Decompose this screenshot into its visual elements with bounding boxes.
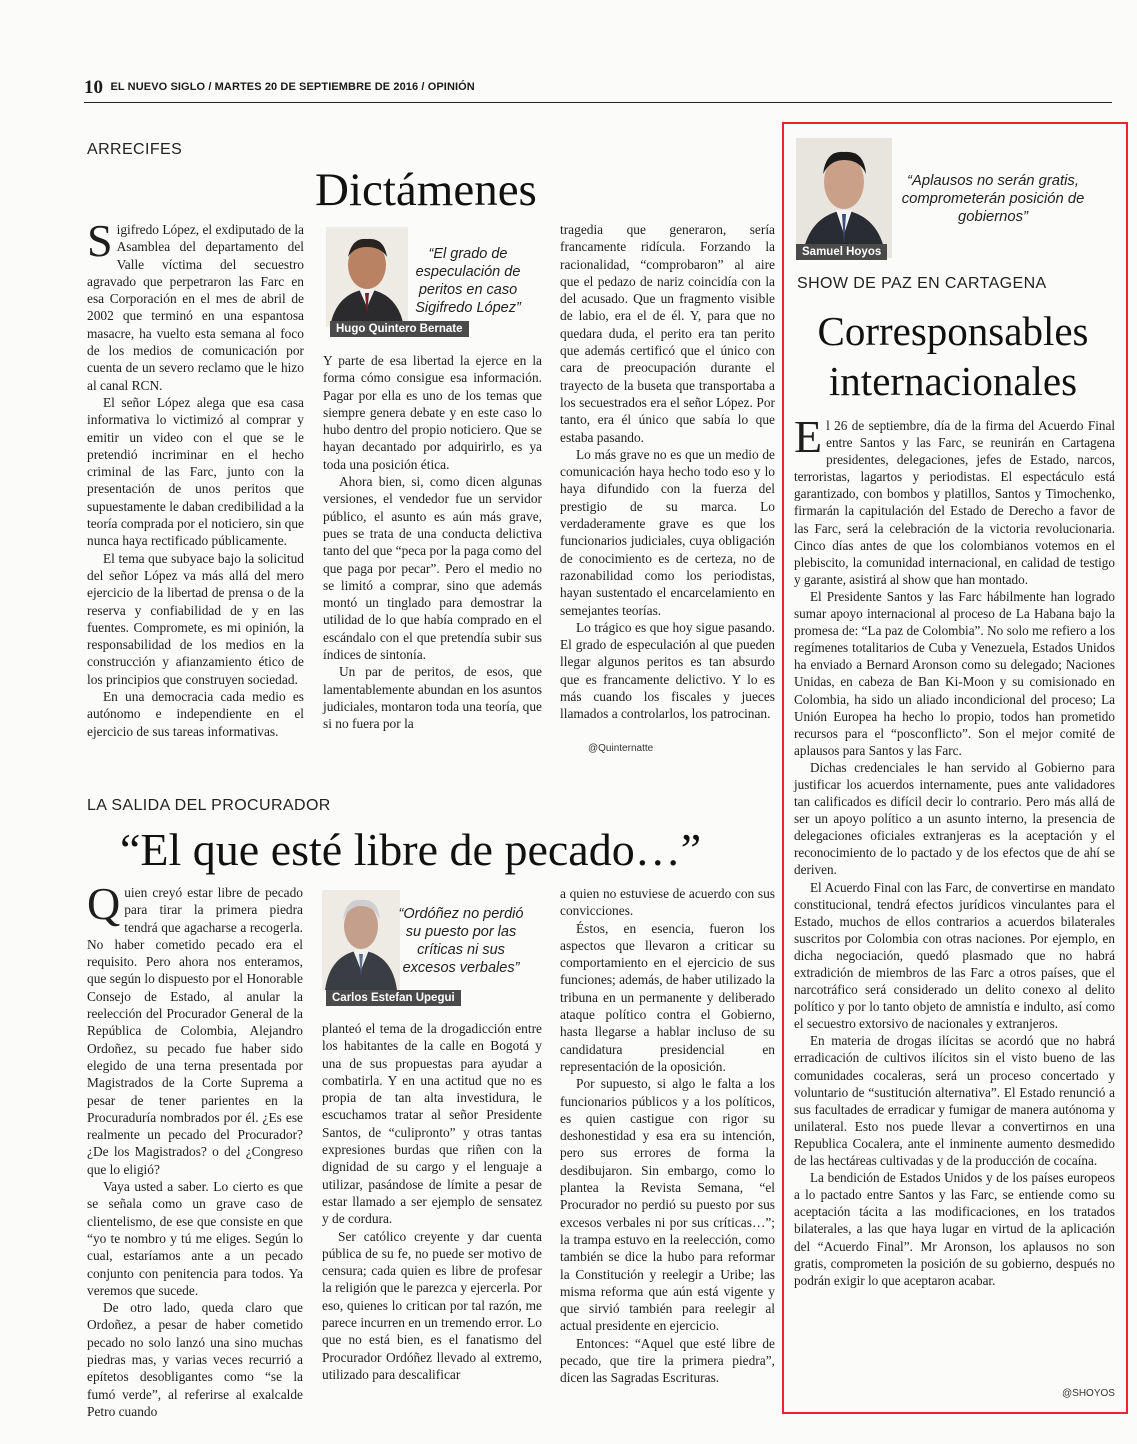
drop-cap: E	[794, 411, 823, 462]
headline-dictamenes: Dictámenes	[315, 164, 537, 216]
folio-line: EL NUEVO SIGLO / MARTES 20 DE SEPTIEMBRE DE 2016 / OPINIÓN	[110, 81, 475, 93]
pull-quote-hugo: “El grado de especulación de peritos en caso Sigifredo López”	[415, 246, 521, 316]
kicker-procurador: LA SALIDA DEL PROCURADOR	[87, 797, 331, 814]
article2-column-3	[560, 885, 775, 1387]
paragraph: Ser católico creyente y dar cuenta pública de su fe, no puede ser motivo de censura; cada quien es libre de profesar la religión que le parezca y ejercerla. Por eso, quienes lo critican por tal razón, me parece incurren en un tremendo error. Lo que no está bien, es el fanatismo del Procurador Ordóñez llevado al extremo, utilizado para descalificar	[322, 1228, 542, 1382]
kicker-show-de-paz: SHOW DE PAZ EN CARTAGENA	[797, 275, 1047, 292]
article1-column-2	[323, 352, 542, 733]
pull-quote-carlos: “Ordóñez no perdió su puesto por las críticas ni sus excesos verbales”	[398, 906, 524, 976]
drop-cap: Q	[87, 878, 121, 929]
paragraph: Ahora bien, si, como dicen algunas versiones, el vendedor fue un servidor público, el asunto es aún más grave, pues se trata de una conducta delictiva tanto del que “peca por la paga como del que paga por pecar”. Pero el medio no se limitó a comprar, sino que además montó un tinglado para demostrar la utilidad de lo que había comprado en el escándalo con el que pretendía subir sus índices de sintonía.	[323, 474, 542, 663]
paragraph: Quien creyó estar libre de pecado para tirar la primera piedra tendrá que agacharse a recogerla. No haber cometido pecado era el requisito. Pero ahora nos enteramos, que según lo dispuesto por el Honorable Consejo de Estado, al anular la reelección del Procurador General de la República de Colombia, Alejandro Ordoñez, su pecado fue haber sido elegido de una terna presentada por Magistrados de la Corte Suprema a pesar de tener parientes en la Procuraduría nombrados por él. ¿Es ese realmente un pecado del Procurador? ¿De los Magistrados? o del ¿Congreso que lo eligió?	[87, 878, 303, 1177]
pull-quote-samuel: “Aplausos no serán gratis, comprometerán posición de gobiernos”	[901, 173, 1085, 225]
headline-corresponsables: Corresponsables internacionales	[817, 308, 1089, 404]
paragraph: El tema que subyace bajo la solicitud del señor López va más allá del mero ejercicio de la libertad de prensa o de la reserva y confiabilidad de y en las fuentes. Compromete, es mi opinión, la responsabilidad de los medios en la construcción y afianzamiento ético de los principios que construyen sociedad.	[87, 550, 304, 687]
paragraph: Sigifredo López, el exdiputado de la Asamblea del departamento del Valle víctima del secuestro agravado que perpetraron las Farc en esa Corporación en el mes de abril de 2002 que terminó en una espantosa masacre, ha vuelto esta semana al foco de los medios de comunicación por cuenta de un severo reclamo que le hizo al canal RCN.	[87, 215, 304, 393]
paragraph: planteó el tema de la drogadicción entre los habitantes de la calle en Bogotá y una de sus propuestas para ayudar a combatirla. Y en una actitud que no es propia de tan alta investidura, le escuchamos tratar al señor Presidente Santos, de “culipronto” y otras tantas expresiones burdas que riñen con la dignidad de su cargo y el lenguaje a utilizar, pasándose de límite a pesar de estar llamado a ser ejemplo de sensatez y de cordura.	[322, 1021, 542, 1227]
article3-body	[794, 411, 1115, 1289]
paragraph: En materia de drogas ilícitas se acordó que no habrá erradicación de cultivos ilícitos sin el visto bueno de las comunidades cocaleras, será un proceso concertado y voluntario de “sustitución alternativa”. El Estado renunció a sus facultades de erradicar y fumigar de manera autónoma y unilateral. Esto nos puede llevar a convertirnos en una Republica Cocalera, ante el inminente aumento desmedido de las hectáreas cultivadas y de la producción de cocaína.	[794, 1033, 1115, 1169]
paragraph: Por supuesto, si algo le falta a los funcionarios públicos y a los políticos, es quien castigue con rigor su deshonestidad y esa era su intención, pero sus errores de forma la desdibujaron. Sin embargo, como lo plantea la Revista Semana, “el Procurador no perdió su puesto por sus excesos verbales ni por sus críticas…”; la trampa estuvo en la reelección, como también se dice la hubo para reformar la Constitución y reelegir a Uribe; las misma reforma que aún está vigente y que sirvió también para reelegir al actual presidente en ejercicio.	[560, 1076, 775, 1334]
article1-column-1	[87, 215, 304, 740]
paragraph: Un par de peritos, de esos, que lamentablemente abundan en los asuntos judiciales, montaron toda una teoría, que si no fuera por la	[323, 664, 542, 732]
paragraph: tragedia que generaron, sería francamente ridícula. Forzando la racionalidad, “comprobaron” al aire que el pedazo de nariz coincidía con la del acusado. Que un fragmento visible de labio, era el de él. Y, para que no quedara duda, el perito era tan perito que además certificó que el único con cara de preocupación durante el trayecto de la buseta que transportaba a los secuestrados era el señor López. Por tanto, era él único que sabía lo que estaba pasando.	[560, 222, 775, 445]
paragraph: Lo más grave no es que un medio de comunicación haya hecho todo eso y lo haya difundido con la fuerza del prestigio de su marca. Lo verdaderamente grave es que los funcionarios judiciales, cuya obligación de conocimiento es de certeza, no de razonabilidad como los periodistas, hayan sustentado el encarcelamiento en semejantes teorías.	[560, 446, 775, 618]
paragraph: El señor López alega que esa casa informativa lo victimizó al comprar y emitir un video con el que se le pretendió incriminar en el hecho criminal de las Farc, junto con la presentación de unos peritos que supuestamente le daban credibilidad a la teoría comprada por el noticiero, sin que nunca haya rectificado públicamente.	[87, 394, 304, 549]
portrait-photo-samuel	[796, 138, 892, 258]
paragraph: El 26 de septiembre, día de la firma del Acuerdo Final entre Santos y las Farc, se reunirán en Cartagena presidentes, delegaciones, jefes de Estado, narcos, terroristas, lagartos y periodistas. El espectáculo está garantizado, con bombos y platillos, Santos y Timochenko, firmarán la capitulación del Estado de Derecho a favor de las Farc, será la celebración de la victoria revolucionaria. Cinco días antes de que los colombianos votemos en el plebiscito, la comunidad internacional, en calidad de testigo y garante, asistirá al show que han montado.	[794, 411, 1115, 587]
portrait-photo-carlos	[322, 890, 400, 990]
drop-cap: S	[87, 215, 113, 266]
page-folio	[84, 77, 1112, 103]
paragraph: El Presidente Santos y las Farc hábilmente han logrado sumar apoyo internacional al proceso de La Habana bajo la promesa de: “La paz de Colombia”. No solo me refiero a los regímenes totalitarios de Cuba y Venezuela, Estados Unidos ha enviado a Bernard Aronson como su delegado; Naciones Unidas, en cabeza de Ban Ki-Moon y su comisionado en Colombia, ha sido un aliado incondicional del proceso; La Unión Europea ha hecho lo propio, todos han prometido recursos para el “posconflicto”. Son el mejor comité de aplausos para Santos y las Farc.	[794, 588, 1115, 758]
portrait-photo-hugo	[326, 227, 408, 327]
paragraph: Vaya usted a saber. Lo cierto es que se señala como un grave caso de clientelismo, de ese que consiste en que “yo te nombro y tú me eliges. Según lo cual, estaríamos ante a un pecado conjunto con penitencia para todos. Ya veremos que sucede.	[87, 1179, 303, 1298]
paragraph: Y parte de esa libertad la ejerce en la forma cómo consigue esa información. Pagar por ella es uno de los temas que siempre genera debate y en este caso lo hubo dentro del propio noticiero. Que se hayan decantado por adquirirlo, es ya toda una posición ética.	[323, 353, 542, 472]
article2-column-1	[87, 878, 303, 1420]
kicker-arrecifes: ARRECIFES	[87, 141, 183, 158]
article2-column-2	[322, 1020, 542, 1383]
headline-pecado: “El que esté libre de pecado…”	[120, 824, 702, 875]
paragraph: En una democracia cada medio es autónomo e independiente en el ejercicio de sus tareas informativas.	[87, 689, 304, 739]
author-nameplate-hugo: Hugo Quintero Bernate	[330, 321, 469, 337]
paragraph: a quien no estuviese de acuerdo con sus convicciones.	[560, 886, 775, 919]
author-handle-hugo: @Quinternatte	[588, 743, 654, 754]
paragraph: Lo trágico es que hoy sigue pasando. El grado de especulación al que pueden llegar algunos peritos es tan absurdo que es francamente delictivo. Y lo es más cuando los fiscales y jueces llamados a controlarlos, los patrocinan.	[560, 619, 775, 722]
page-number: 10	[84, 77, 103, 98]
paragraph: El Acuerdo Final con las Farc, de convertirse en mandato constitucional, tendrá efectos jurídicos vinculantes para el Estado, muchos de ellos contrarios a acuerdos bilaterales suscritos por Colombia con otras naciones. Por ejemplo, en dicha negociación, quedó plasmado que no habrá extradición de miembros de las Farc a otros países, que el narcotráfico será considerado un delito conexo al delito político y por lo tanto objeto de amnistía e indulto, así como el secuestro extorsivo de nacionales y extranjeros.	[794, 879, 1115, 1032]
article1-column-3	[560, 221, 775, 723]
paragraph: De otro lado, queda claro que Ordoñez, a pesar de haber cometido pecado no solo lanzó una sino muchas piedras mas, y varias veces recurrió a epítetos desobligantes como “se la fumó verde”, al referirse al exalcalde Petro cuando	[87, 1300, 303, 1419]
author-handle-samuel: @SHOYOS	[1062, 1388, 1115, 1399]
author-nameplate-samuel: Samuel Hoyos	[796, 244, 887, 260]
paragraph: Éstos, en esencia, fueron los aspectos que llevaron a criticar su comportamiento en el ejercicio de sus funciones; además, de haber utilizado la tribuna en un permanente y deliberado ataque político contra el Gobierno, hasta llegarse a hablar incluso de su candidatura presidencial en representación de la oposición.	[560, 920, 775, 1074]
paragraph: Dichas credenciales le han servido al Gobierno para justificar los acuerdos internamente, pues ante validadores tan calificados es difícil decir lo contrario. Pero más allá de ser un apoyo político a un asunto interno, la presencia de delegaciones oficiales extranjeras es la aceptación y el reconocimiento de lo pactado y de los efectos que de ahí se deriven.	[794, 759, 1115, 878]
paragraph: La bendición de Estados Unidos y de los países europeos a lo pactado entre Santos y las Farc, se entiende como su aceptación tácita a las modificaciones, en los tratados bilaterales, a las que haya lugar en virtud de la aplicación del “Acuerdo Final”. Mr Aronson, los aplausos no son gratis, comprometen la posición de su gobierno, después no podrán exigir lo que aceptaron acabar.	[794, 1170, 1115, 1288]
author-nameplate-carlos: Carlos Estefan Upegui	[326, 990, 461, 1006]
paragraph: Entonces: “Aquel que esté libre de pecado, que tire la primera piedra”, dicen las Sagradas Escrituras.	[560, 1335, 775, 1386]
